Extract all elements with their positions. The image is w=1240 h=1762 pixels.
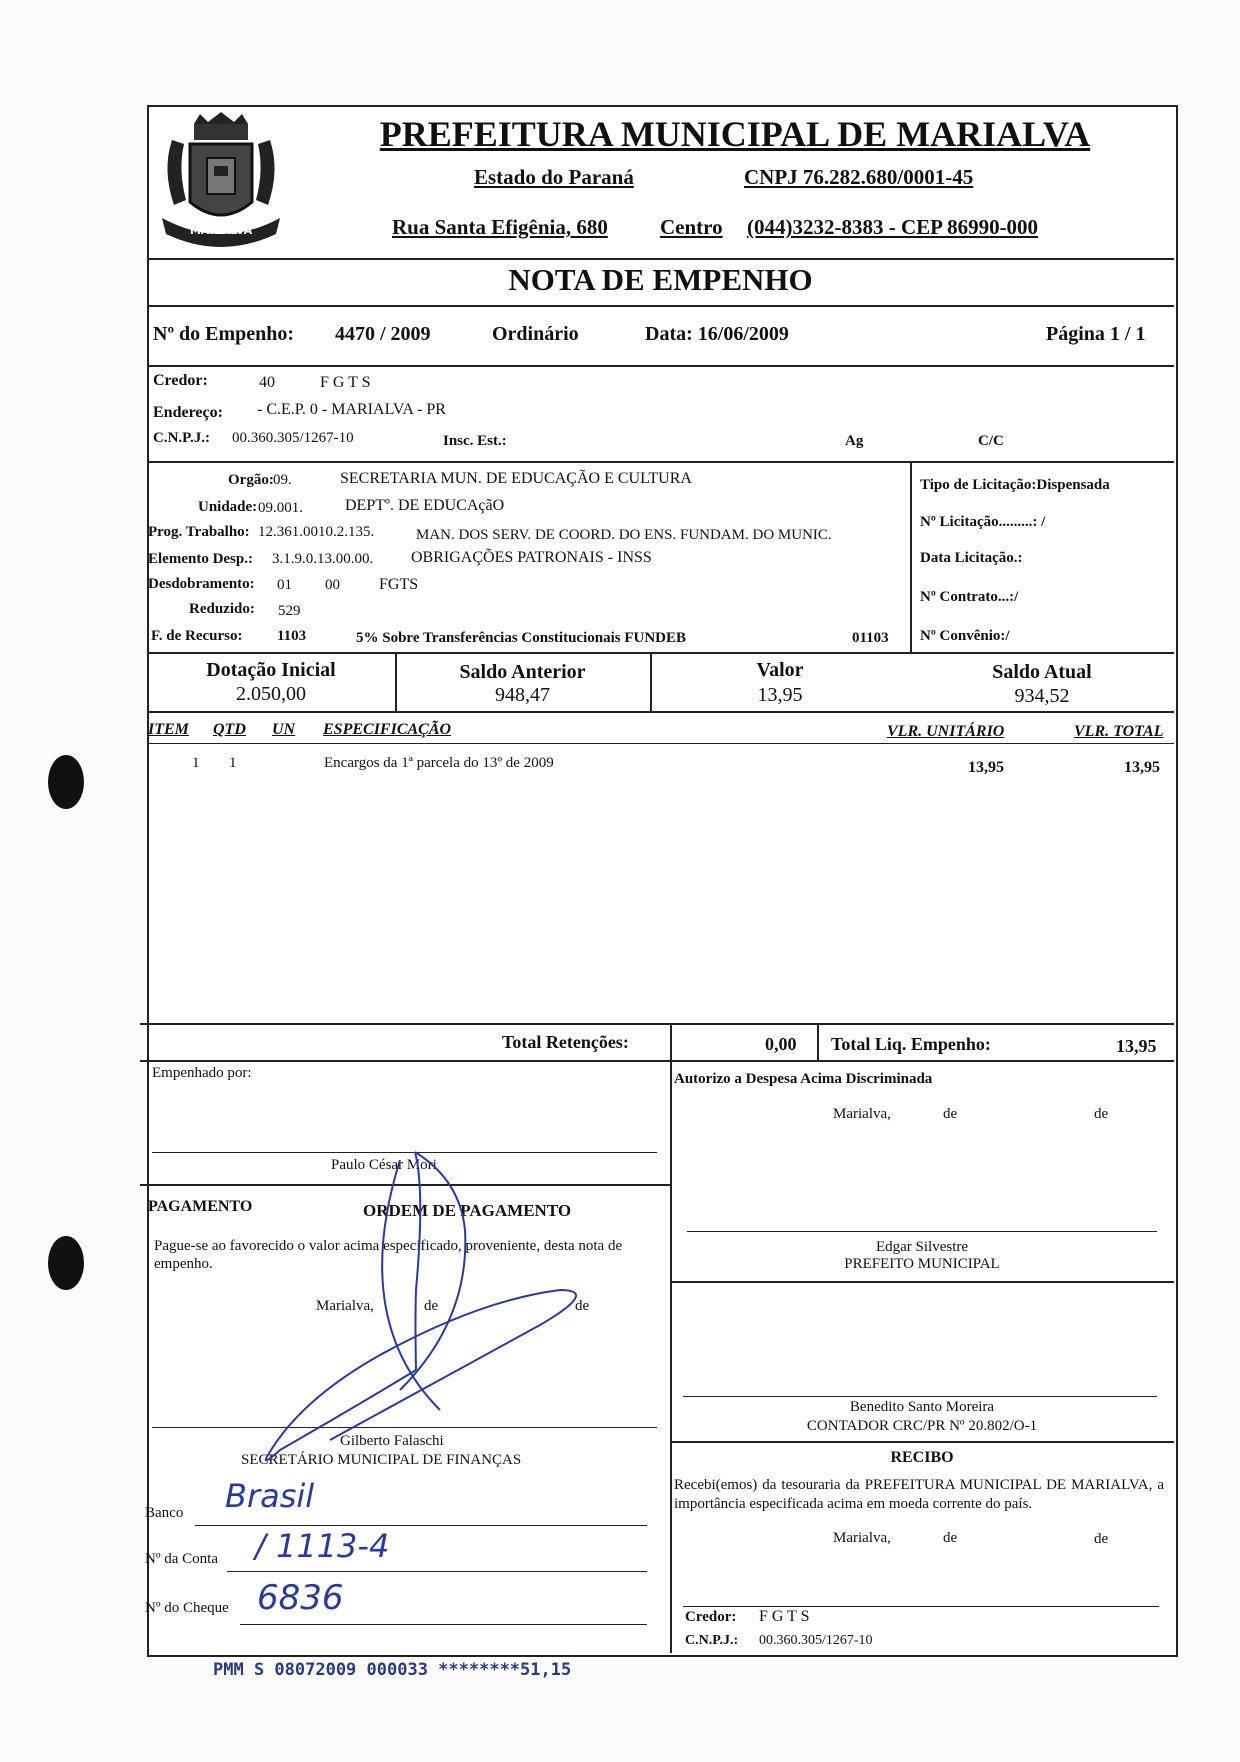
recibo-cnpj-value: 00.360.305/1267-10 [759, 1633, 873, 1648]
dotacao-label: Dotação Inicial [206, 659, 336, 681]
saldo-atual-label: Saldo Atual [992, 661, 1092, 683]
licitacao-numero: Nº Licitação.........: / [920, 514, 1046, 530]
col-qtd-header: QTD [213, 721, 246, 738]
row-espec: Encargos da 1ª parcela do 13º de 2009 [324, 755, 554, 771]
col-total-header: VLR. TOTAL [1074, 723, 1164, 740]
signature-line [683, 1606, 1159, 1607]
doc-title: NOTA DE EMPENHO [508, 262, 813, 297]
header-title: PREFEITURA MUNICIPAL DE MARIALVA [379, 114, 1091, 154]
elemento-label: Elemento Desp.: [148, 551, 253, 567]
row-qtd: 1 [229, 755, 237, 771]
retencoes-value: 0,00 [765, 1034, 797, 1054]
valor-label: Valor [756, 659, 804, 681]
recurso-code: 1103 [277, 628, 307, 644]
banco-label: Banco [145, 1505, 184, 1521]
banco-line [195, 1525, 647, 1526]
recibo-title: RECIBO [890, 1449, 954, 1466]
recibo-city: Marialva, [833, 1530, 891, 1546]
divider [910, 461, 912, 652]
empenho-number: 4470 / 2009 [335, 323, 431, 345]
divider [147, 652, 1174, 654]
liquido-value: 13,95 [1116, 1036, 1157, 1056]
svg-text:MARIALVA: MARIALVA [189, 224, 253, 237]
contrato-numero: Nº Contrato...:/ [920, 589, 1019, 605]
prefeito-role: PREFEITO MUNICIPAL [844, 1256, 1000, 1272]
divider [670, 1441, 1174, 1443]
col-unit-header: VLR. UNITÁRIO [887, 723, 1005, 740]
desdob-code1: 01 [277, 577, 292, 593]
valor-value: 13,95 [757, 684, 803, 706]
orgao-code: 09. [273, 472, 292, 488]
orgao-label: Orgão: [228, 472, 274, 488]
divider [670, 1023, 672, 1060]
pagamento-de1: de [424, 1298, 439, 1314]
header-state: Estado do Paraná [474, 165, 634, 189]
contador-name: Benedito Santo Moreira [849, 1399, 995, 1415]
prog-label: Prog. Trabalho: [148, 524, 250, 540]
page-number: Página 1 / 1 [1046, 323, 1146, 345]
cheque-line [240, 1624, 647, 1625]
autorizo-de2: de [1094, 1106, 1109, 1122]
recurso-label: F. de Recurso: [151, 628, 243, 644]
credor-code: 40 [259, 374, 275, 391]
elemento-code: 3.1.9.0.13.00.00. [272, 551, 374, 567]
unidade-label: Unidade: [198, 499, 258, 515]
recibo-credor-value: F G T S [759, 1608, 810, 1625]
recibo-credor-label: Credor: [685, 1609, 737, 1625]
pagamento-de2: de [575, 1298, 590, 1314]
municipal-crest [152, 110, 290, 256]
punch-hole-bottom [48, 1236, 84, 1290]
divider [147, 711, 1174, 713]
pagamento-signer-name: Gilberto Falaschi [340, 1433, 444, 1449]
elemento-name: OBRIGAÇÕES PATRONAIS - INSS [411, 549, 652, 566]
divider [140, 1060, 1174, 1062]
col-un-header: UN [272, 721, 296, 738]
divider [147, 258, 1174, 260]
punch-hole-top [48, 755, 84, 809]
divider [147, 461, 1174, 463]
liquido-label: Total Liq. Empenho: [831, 1034, 991, 1054]
saldo-atual-value: 934,52 [1014, 685, 1070, 707]
divider [817, 1023, 819, 1060]
row-item: 1 [192, 755, 200, 771]
contador-role: CONTADOR CRC/PR Nº 20.802/O-1 [806, 1418, 1038, 1434]
header-district: Centro [660, 215, 723, 239]
cheque-handwritten: 6836 [257, 1578, 344, 1618]
credor-label: Credor: [153, 372, 208, 389]
divider [670, 1060, 672, 1653]
signature-line [683, 1396, 1157, 1397]
autorizo-de1: de [943, 1106, 958, 1122]
header-cnpj: CNPJ 76.282.680/0001-45 [744, 165, 974, 189]
divider [147, 305, 1174, 307]
divider [147, 743, 1174, 744]
stamp-code: PMM S 08072009 000033 ********51,15 [213, 1660, 572, 1680]
empenho-label: Nº do Empenho: [153, 323, 295, 345]
cheque-label: Nº do Cheque [145, 1600, 229, 1616]
desdob-label: Desdobramento: [148, 576, 255, 592]
endereco-value: - C.E.P. 0 - MARIALVA - PR [257, 401, 446, 418]
divider [147, 365, 1174, 367]
dotacao-value: 2.050,00 [236, 683, 306, 705]
credor-name: F G T S [320, 374, 371, 391]
cnpj-value: 00.360.305/1267-10 [232, 430, 354, 446]
row-unit: 13,95 [968, 759, 1004, 776]
banco-handwritten: Brasil [225, 1477, 315, 1515]
ordem-pagamento-title: ORDEM DE PAGAMENTO [363, 1201, 572, 1220]
saldo-anterior-value: 948,47 [495, 684, 550, 706]
convenio-numero: Nº Convênio:/ [920, 628, 1010, 644]
prog-code: 12.361.0010.2.135. [258, 524, 375, 540]
divider [140, 1023, 1174, 1025]
recibo-de2: de [1094, 1531, 1109, 1547]
endereco-label: Endereço: [153, 404, 223, 421]
empenho-type: Ordinário [492, 323, 579, 345]
row-total: 13,95 [1124, 759, 1160, 776]
conta-line [227, 1571, 647, 1572]
recibo-cnpj-label: C.N.P.J.: [685, 1633, 739, 1648]
desdob-code2: 00 [325, 577, 340, 593]
signature-scribble [240, 1150, 660, 1480]
saldo-anterior-label: Saldo Anterior [459, 661, 586, 683]
licitacao-tipo: Tipo de Licitação:Dispensada [920, 477, 1110, 493]
header-phone-cep: (044)3232-8383 - CEP 86990-000 [747, 215, 1039, 239]
prog-name: MAN. DOS SERV. DE COORD. DO ENS. FUNDAM. DO MUNIC. [416, 527, 832, 543]
pagamento-city: Marialva, [316, 1298, 374, 1314]
recibo-text: Recebi(emos) da tesouraria da PREFEITURA MUNICIPAL DE MARIALVA, a importância especificada acima em moeda corrente do país. [674, 1477, 1164, 1512]
ag-label: Ag [845, 433, 864, 449]
cc-label: C/C [978, 433, 1004, 449]
empenhado-label: Empenhado por: [152, 1065, 252, 1081]
recurso-ref: 01103 [852, 630, 889, 646]
divider [670, 1281, 1174, 1283]
pagamento-text: Pague-se ao favorecido o valor acima especificado, proveniente, desta nota de empenho. [154, 1238, 623, 1272]
conta-label: Nº da Conta [145, 1551, 218, 1567]
empenho-date: Data: 16/06/2009 [645, 323, 789, 345]
autorizo-title: Autorizo a Despesa Acima Discriminada [674, 1071, 933, 1087]
desdob-name: FGTS [379, 576, 419, 593]
signature-line [687, 1231, 1157, 1232]
recurso-name: 5% Sobre Transferências Constitucionais FUNDEB [356, 630, 687, 646]
pagamento-label: PAGAMENTO [148, 1198, 253, 1215]
pagamento-signer-role: SECRETÁRIO MUNICIPAL DE FINANÇAS [241, 1452, 522, 1468]
retencoes-label: Total Retenções: [502, 1032, 629, 1052]
col-espec-header: ESPECIFICAÇÃO [323, 721, 452, 738]
orgao-name: SECRETARIA MUN. DE EDUCAÇÃO E CULTURA [340, 470, 692, 487]
unidade-code: 09.001. [258, 500, 303, 516]
licitacao-data: Data Licitação.: [920, 550, 1023, 566]
reduzido-label: Reduzido: [189, 601, 255, 617]
insc-est-label: Insc. Est.: [443, 433, 507, 449]
conta-handwritten: / 1113-4 [255, 1527, 390, 1565]
prefeito-name: Edgar Silvestre [875, 1239, 969, 1255]
cnpj-label: C.N.P.J.: [153, 430, 210, 446]
autorizo-city: Marialva, [833, 1106, 891, 1122]
empenhado-signer: Paulo César Mori [331, 1157, 437, 1173]
col-item-header: ITEM [148, 721, 189, 738]
header-address: Rua Santa Efigênia, 680 [392, 215, 608, 239]
reduzido-value: 529 [278, 603, 301, 619]
recibo-de1: de [943, 1530, 958, 1546]
unidade-name: DEPTº. DE EDUCAçãO [345, 497, 505, 514]
